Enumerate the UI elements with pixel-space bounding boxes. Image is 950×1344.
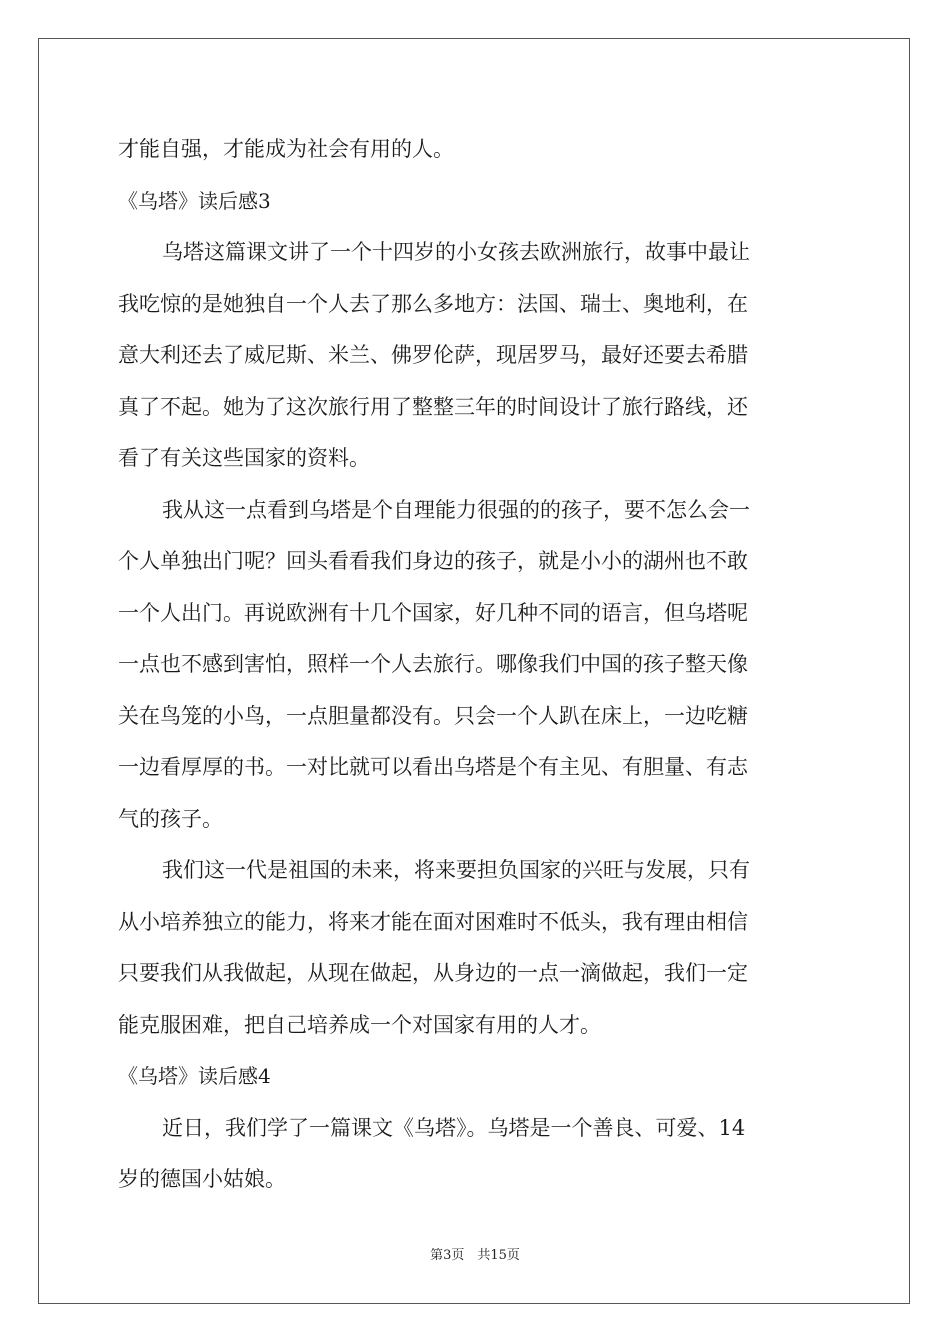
text-line: 我从这一点看到乌塔是个自理能力很强的的孩子，要不怎么会一 [162,497,750,522]
text-line: 我吃惊的是她独自一个人去了那么多地方：法国、瑞士、奥地利，在 [118,291,748,316]
text-line: 关在鸟笼的小鸟，一点胆量都没有。只会一个人趴在床上，一边吃糖 [118,703,748,728]
section-heading: 《乌塔》读后感4 [118,1064,271,1088]
page-number-footer: 第3页 共15页 [430,1248,520,1263]
text-line: 真了不起。她为了这次旅行用了整整三年的时间设计了旅行路线，还 [118,394,748,419]
text-line: 乌塔这篇课文讲了一个十四岁的小女孩去欧洲旅行，故事中最让 [162,240,750,264]
text-line: 个人单独出门呢？回头看看我们身边的孩子，就是小小的湖州也不敢 [118,549,748,573]
text-line: 岁的德国小姑娘。 [118,1167,286,1191]
text-line: 能克服困难，把自己培养成一个对国家有用的人才。 [118,1012,601,1037]
text-line: 我们这一代是祖国的未来，将来要担负国家的兴旺与发展，只有 [162,858,750,882]
text-line: 气的孩子。 [118,806,223,831]
text-line: 看了有关这些国家的资料。 [118,446,370,470]
text-line: 一点也不感到害怕，照样一个人去旅行。哪像我们中国的孩子整天像 [118,652,748,676]
text-line: 只要我们从我做起，从现在做起，从身边的一点一滴做起，我们一定 [118,961,748,985]
text-line: 一边看厚厚的书。一对比就可以看出乌塔是个有主见、有胆量、有志 [118,755,748,779]
document-body [118,124,834,1206]
text-line: 意大利还去了威尼斯、米兰、佛罗伦萨，现居罗马，最好还要去希腊 [118,343,748,367]
section-heading: 《乌塔》读后感3 [118,188,271,213]
text-line: 一个人出门。再说欧洲有十几个国家，好几种不同的语言，但乌塔呢 [118,600,748,625]
text-line: 才能自强，才能成为社会有用的人。 [118,137,454,161]
text-line: 从小培养独立的能力，将来才能在面对困难时不低头，我有理由相信 [118,909,748,934]
text-line: 近日，我们学了一篇课文《乌塔》。乌塔是一个善良、可爱、14 [162,1115,746,1140]
